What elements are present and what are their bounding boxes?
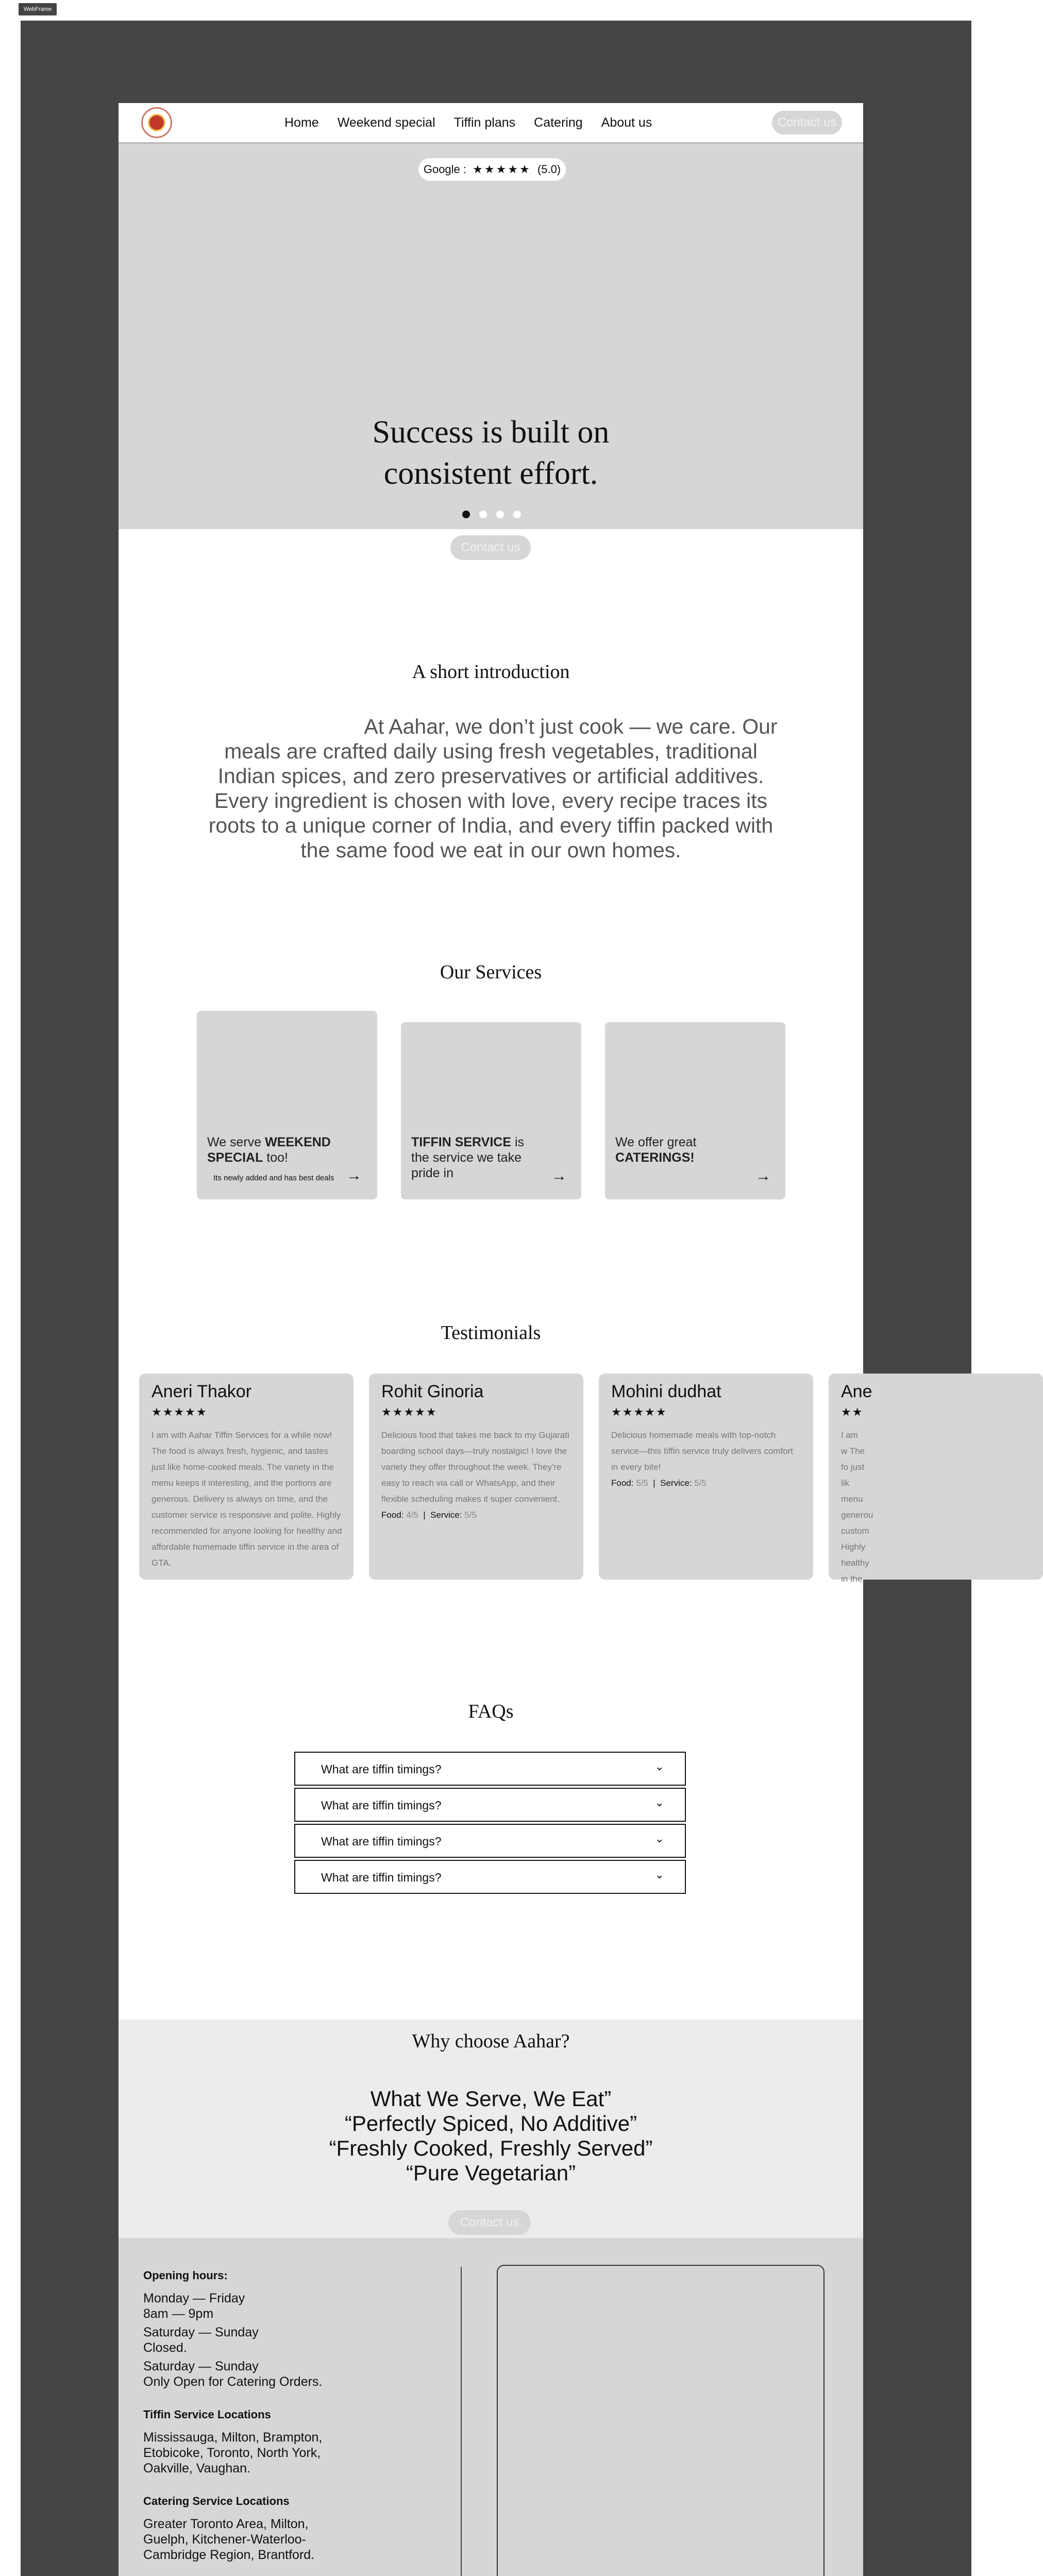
review-body bbox=[381, 1427, 572, 1523]
faq-item[interactable] bbox=[294, 1860, 686, 1894]
services-title: Our Services bbox=[440, 961, 542, 983]
why-quotes bbox=[119, 2087, 863, 2185]
testimonials-title: Testimonials bbox=[441, 1322, 541, 1344]
review-stars: ★★★★★ bbox=[152, 1405, 208, 1418]
carousel-dot[interactable] bbox=[479, 511, 487, 518]
service-card-catering[interactable] bbox=[605, 1022, 785, 1199]
review-text: I am with Aahar Tiffin Services for a while now! The food is always fresh, hygienic, and tastes just like home-cooked meals. The variety in the menu keeps it interesting, and the portions are generous. Delivery is always on time, and the customer service is responsive and polite. Highly recommended for anyone looking for healthy and affordable homemade tiffin service in the area of GTA. bbox=[152, 1430, 342, 1568]
reviewer-name: Aneri Thakor bbox=[152, 1382, 252, 1401]
hero-contact-button[interactable]: Contact us bbox=[450, 535, 531, 560]
nav-tiffin-plans[interactable]: Tiffin plans bbox=[453, 115, 516, 130]
why-contact-button[interactable]: Contact us bbox=[448, 2210, 531, 2235]
why-quote: “Pure Vegetarian” bbox=[406, 2161, 576, 2185]
tiffin-locations: Mississauga, Milton, Brampton, Etobicoke, Toronto, North York, Oakville, Vaughan. bbox=[143, 2430, 323, 2476]
frame-tag: WebFrame bbox=[19, 3, 57, 15]
arrow-right-icon[interactable]: → bbox=[346, 1167, 362, 1184]
hours-line: 8am — 9pm bbox=[143, 2307, 214, 2321]
review-stars: ★★★★★ bbox=[381, 1405, 438, 1418]
faq-question: What are tiffin timings? bbox=[321, 1762, 442, 1776]
hours-line: Saturday — Sunday bbox=[143, 2325, 259, 2340]
carousel-dot[interactable] bbox=[462, 511, 470, 518]
footer-divider bbox=[461, 2267, 462, 2576]
carousel-dots bbox=[462, 511, 521, 518]
hours-line: Only Open for Catering Orders. bbox=[143, 2375, 323, 2389]
arrow-right-icon[interactable]: → bbox=[551, 1167, 567, 1184]
review-score: Food: 5/5 | Service: 5/5 bbox=[611, 1478, 706, 1488]
hero-title-line2: consistent effort. bbox=[383, 456, 598, 491]
reviewer-name: Rohit Ginoria bbox=[381, 1382, 484, 1401]
review-text: Delicious food that takes me back to my Gujarati boarding school days—truly nostalgic! I love the variety they offer throughout the week. They're easy to reach via call or WhatsApp, and their flexible scheduling makes it super convenient. bbox=[381, 1430, 569, 1504]
service-card-weekend[interactable] bbox=[197, 1011, 377, 1199]
map-embed[interactable] bbox=[497, 2265, 825, 2576]
faq-item[interactable] bbox=[294, 1788, 686, 1822]
faq-question: What are tiffin timings? bbox=[321, 1835, 442, 1848]
frame-background bbox=[21, 21, 971, 2576]
reviewer-name: Mohini dudhat bbox=[611, 1382, 721, 1401]
why-title: Why choose Aahar? bbox=[412, 2030, 570, 2052]
main-menu bbox=[284, 103, 670, 142]
rating-stars: ★★★★★ bbox=[473, 163, 531, 176]
top-navbar bbox=[119, 103, 863, 144]
chevron-down-icon[interactable]: ⌄ bbox=[654, 1796, 664, 1809]
carousel-dot[interactable] bbox=[513, 511, 521, 518]
hours-heading: Opening hours: bbox=[143, 2269, 228, 2282]
why-quote: “Freshly Cooked, Freshly Served” bbox=[329, 2136, 653, 2160]
service-card-text: We serve WEEKEND SPECIAL too! bbox=[207, 1135, 331, 1165]
aahar-logo-icon[interactable] bbox=[141, 107, 172, 138]
chevron-down-icon[interactable]: ⌄ bbox=[654, 1832, 664, 1845]
chevron-down-icon[interactable]: ⌄ bbox=[654, 1760, 664, 1773]
intro-body: At Aahar, we don’t just cook — we care. Our meals are crafted daily using fresh vegetables, traditional Indian spices, and zero preservatives or artificial additives. Every ingredient is chosen with love, every recipe traces its roots to a unique corner of India, and every tiffin packed with the same food we eat in our own homes. bbox=[208, 715, 778, 862]
tiffin-locations-heading: Tiffin Service Locations bbox=[143, 2408, 271, 2421]
faq-question: What are tiffin timings? bbox=[321, 1871, 442, 1884]
footer bbox=[119, 2238, 863, 2576]
hours-line: Saturday — Sunday bbox=[143, 2359, 259, 2374]
faq-item[interactable] bbox=[294, 1824, 686, 1858]
hours-line: Closed. bbox=[143, 2341, 187, 2355]
chevron-down-icon[interactable]: ⌄ bbox=[654, 1868, 664, 1881]
review-stars: ★★ bbox=[841, 1405, 864, 1418]
intro-text bbox=[201, 714, 781, 862]
catering-locations-heading: Catering Service Locations bbox=[143, 2495, 290, 2507]
testimonial-card bbox=[139, 1374, 354, 1580]
website-page bbox=[119, 103, 873, 2576]
carousel-dot[interactable] bbox=[496, 511, 504, 518]
faq-title: FAQs bbox=[468, 1701, 514, 1722]
review-score: Food: 4/5 | Service: 5/5 bbox=[381, 1510, 477, 1520]
service-card-text: TIFFIN SERVICE is the service we take pride in bbox=[411, 1135, 525, 1180]
intro-title: A short introduction bbox=[412, 661, 570, 683]
service-card-note: Its newly added and has best deals bbox=[213, 1174, 334, 1182]
hours-line: Monday — Friday bbox=[143, 2291, 245, 2306]
faq-item[interactable] bbox=[294, 1752, 686, 1786]
review-text: I am w The fo just lik menu generou custom Highly healthy in the bbox=[841, 1430, 873, 1584]
testimonial-card bbox=[829, 1374, 1043, 1584]
testimonial-card bbox=[599, 1374, 813, 1580]
service-card-text: We offer great CATERINGS! bbox=[615, 1135, 697, 1165]
faq-question: What are tiffin timings? bbox=[321, 1799, 442, 1812]
catering-locations: Greater Toronto Area, Milton, Guelph, Kitchener-Waterloo-Cambridge Region, Brantford. bbox=[143, 2517, 315, 2562]
google-rating-badge[interactable] bbox=[418, 158, 566, 181]
nav-contact-button[interactable]: Contact us bbox=[772, 111, 842, 134]
review-stars: ★★★★★ bbox=[611, 1405, 667, 1418]
arrow-right-icon[interactable]: → bbox=[755, 1167, 771, 1184]
footer-info bbox=[143, 2269, 452, 2576]
nav-home[interactable]: Home bbox=[284, 115, 319, 130]
why-section bbox=[119, 2020, 863, 2238]
testimonial-card bbox=[369, 1374, 583, 1580]
hero-carousel bbox=[119, 144, 863, 529]
service-card-tiffin[interactable] bbox=[401, 1022, 581, 1199]
review-body bbox=[611, 1427, 802, 1491]
hero-title-line1: Success is built on bbox=[372, 415, 610, 450]
nav-about-us[interactable]: About us bbox=[601, 115, 652, 130]
rating-value: (5.0) bbox=[537, 163, 561, 176]
review-text: Delicious homemade meals with top-notch service—this tiffin service truly delivers comfort in every bite! bbox=[611, 1430, 794, 1472]
nav-catering[interactable]: Catering bbox=[534, 115, 583, 130]
hero-title bbox=[273, 412, 709, 494]
nav-weekend-special[interactable]: Weekend special bbox=[337, 115, 435, 130]
reviewer-name: Ane bbox=[841, 1382, 872, 1401]
rating-label: Google : bbox=[423, 163, 467, 176]
why-quote: What We Serve, We Eat” bbox=[370, 2087, 612, 2111]
why-quote: “Perfectly Spiced, No Additive” bbox=[344, 2111, 637, 2136]
